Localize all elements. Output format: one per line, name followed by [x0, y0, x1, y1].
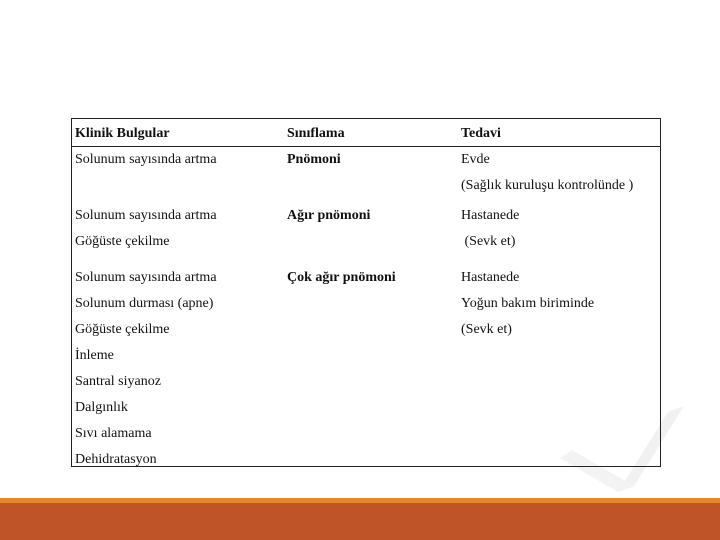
pneumonia-classification-table — [71, 118, 661, 467]
finding-item: Göğüste çekilme — [75, 234, 170, 249]
treatment-item: (Sevk et) — [461, 322, 512, 337]
header-classification: Sınıflama — [287, 126, 345, 141]
header-treatment: Tedavi — [461, 126, 501, 141]
finding-item: Solunum sayısında artma — [75, 152, 217, 167]
treatment-item: Evde — [461, 152, 490, 167]
findings-cell — [75, 203, 217, 255]
footer-bar — [0, 503, 720, 540]
classification-cell: Pnömoni — [287, 152, 341, 167]
header-clinical-findings: Klinik Bulgular — [75, 126, 170, 141]
findings-cell — [75, 147, 217, 173]
classification-cell: Çok ağır pnömoni — [287, 270, 396, 285]
treatment-item: (Sağlık kuruluşu kontrolünde ) — [461, 178, 634, 193]
findings-cell — [75, 265, 217, 473]
treatment-cell — [461, 147, 633, 199]
finding-item: Santral siyanoz — [75, 374, 161, 389]
treatment-item: Yoğun bakım biriminde — [461, 296, 595, 311]
finding-item: Dalgınlık — [75, 400, 128, 415]
finding-item: Solunum sayısında artma — [75, 208, 217, 223]
finding-item: Göğüste çekilme — [75, 322, 170, 337]
finding-item: İnleme — [75, 348, 114, 363]
finding-item: Sıvı alamama — [75, 426, 152, 441]
table-header-row — [72, 119, 660, 147]
treatment-cell — [461, 265, 594, 343]
finding-item: Solunum sayısında artma — [75, 270, 217, 285]
treatment-item: Hastanede — [461, 208, 520, 223]
treatment-item: Hastanede — [461, 270, 520, 285]
finding-item: Dehidratasyon — [75, 452, 157, 467]
classification-cell: Ağır pnömoni — [287, 208, 371, 223]
treatment-cell — [461, 203, 519, 255]
finding-item: Solunum durması (apne) — [75, 296, 214, 311]
treatment-item: (Sevk et) — [461, 234, 516, 249]
